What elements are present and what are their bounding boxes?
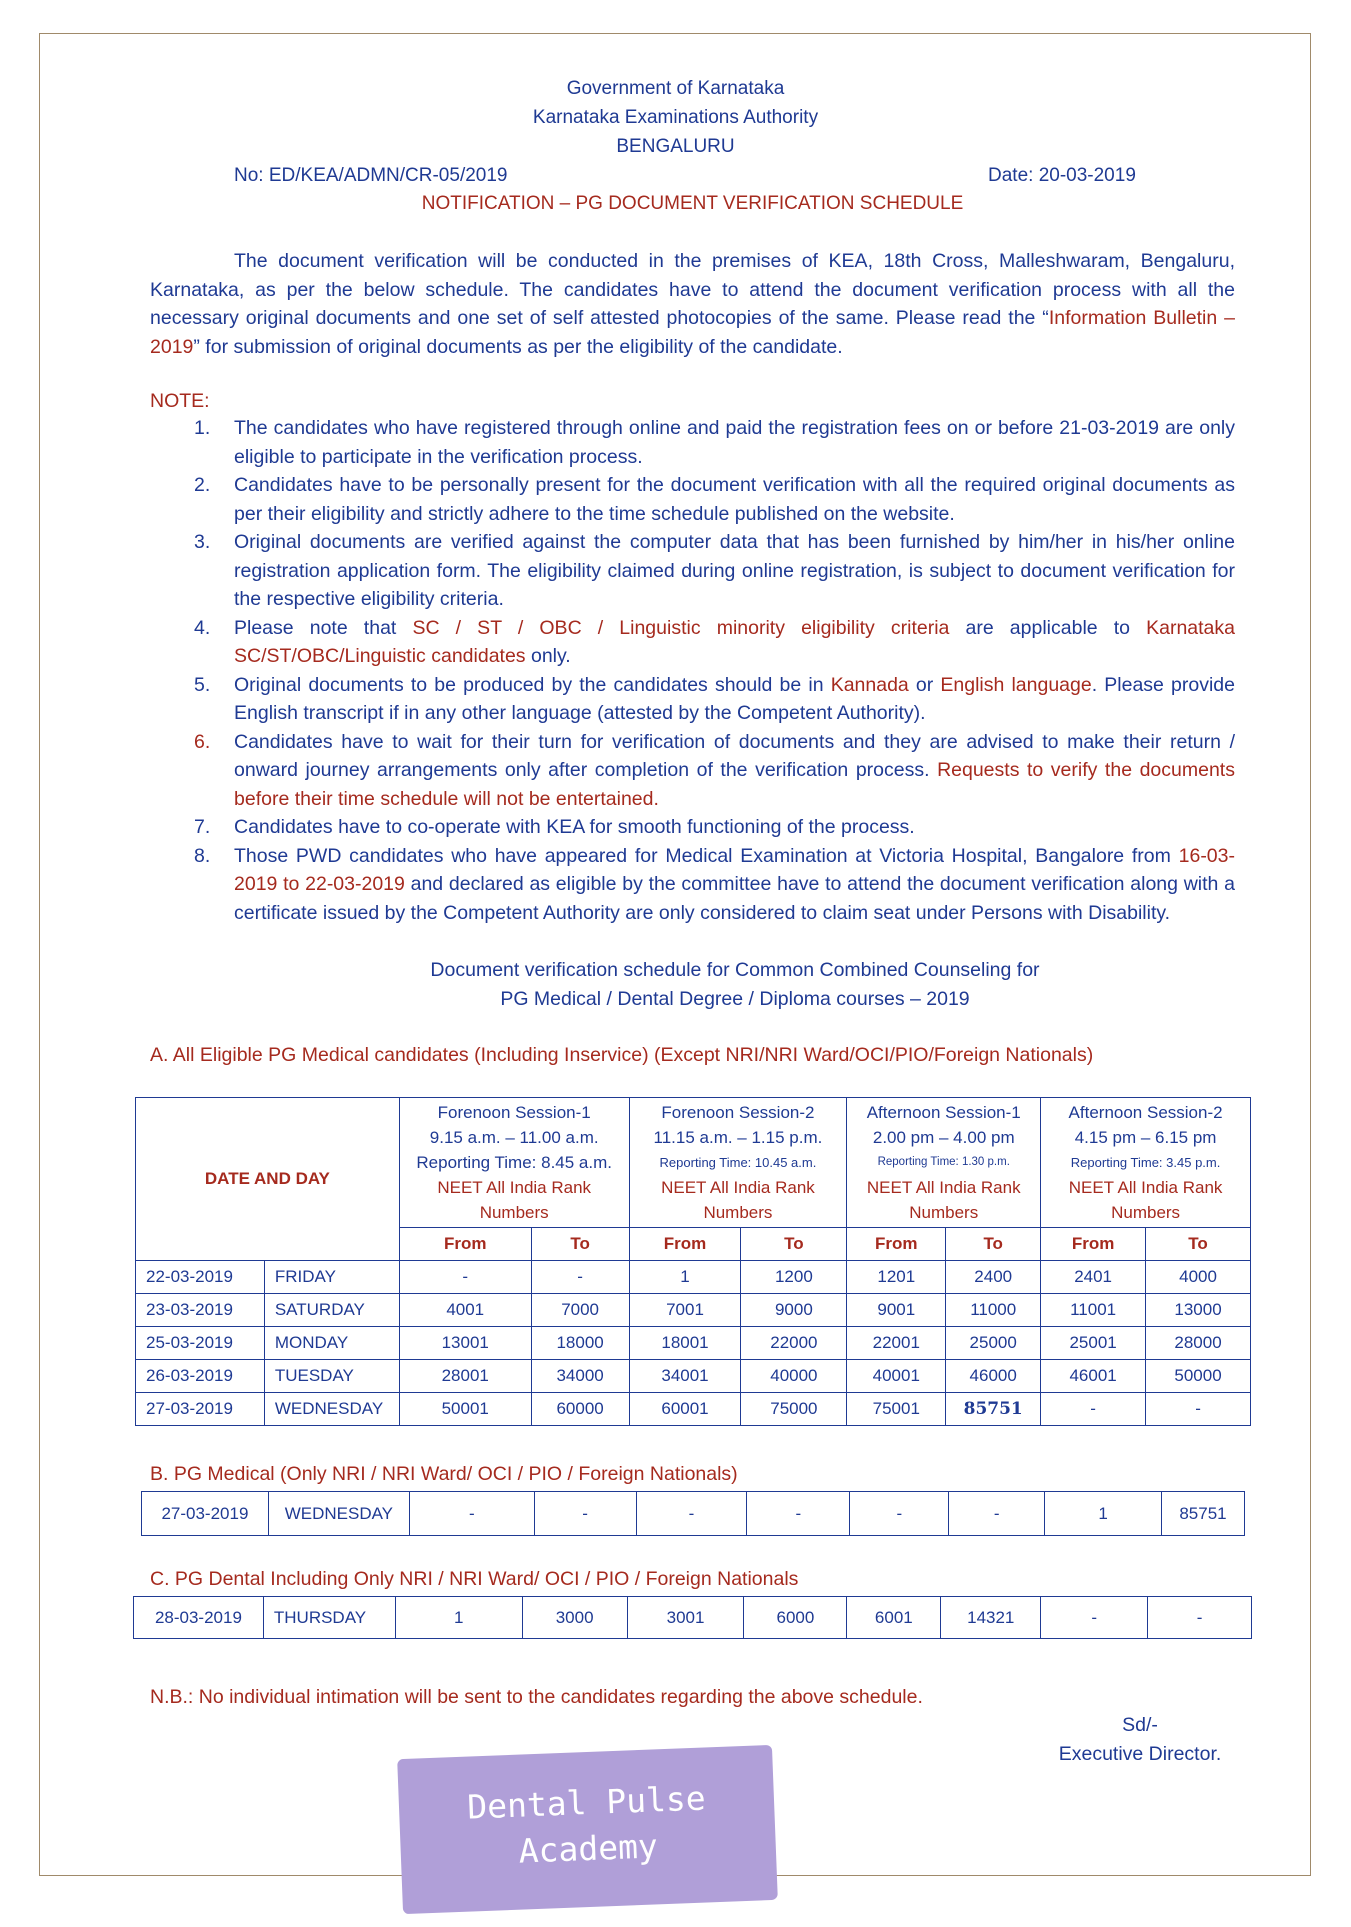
rank-cell: 1201 — [847, 1261, 946, 1294]
from-header: From — [629, 1228, 741, 1261]
watermark-line-2: Academy — [517, 1826, 659, 1871]
note-highlight: Requests to verify the documents before their time schedule will not be entertained. — [234, 759, 1235, 810]
rank-cell: 6001 — [847, 1597, 941, 1639]
session-name: Forenoon Session-2 — [661, 1103, 815, 1122]
watermark-sticker — [397, 1745, 778, 1914]
session-rank-label: NEET All India Rank — [866, 1178, 1021, 1197]
table-row — [136, 1393, 1251, 1426]
note-highlight: English language — [940, 673, 1092, 696]
rank-cell: 18001 — [629, 1327, 741, 1360]
note-text: only. — [525, 645, 571, 667]
rank-cell: 50000 — [1146, 1360, 1251, 1393]
note-highlight: SC / ST / OBC / Linguistic minority eligibility criteria — [412, 616, 950, 639]
note-text: The candidates who have registered through online and paid the registration fees on or before 21-03-2019 are only eligible to participate in the verification process. — [234, 417, 1235, 468]
note-text: Candidates have to be personally present for the document verification with all the required original documents as per their eligibility and strictly adhere to the time schedule published on the website. — [234, 474, 1235, 525]
note-number: 2. — [194, 474, 211, 496]
note-number: 7. — [194, 816, 211, 838]
from-header: From — [847, 1228, 946, 1261]
session-rank-label: NEET All India Rank — [661, 1178, 815, 1197]
note-number: 1. — [194, 417, 211, 439]
note-number: 4. — [194, 616, 211, 639]
note-text: Please note that — [234, 616, 413, 639]
rank-cell: 2401 — [1041, 1261, 1146, 1294]
session-header-afternoon-2 — [1041, 1098, 1251, 1228]
rank-cell: 13001 — [399, 1327, 531, 1360]
schedule-title-line-1: Document verification schedule for Common Combined Counseling for — [430, 959, 1040, 981]
rank-cell: 25000 — [946, 1327, 1041, 1360]
note-item — [150, 728, 1235, 814]
day-cell: TUESDAY — [264, 1360, 399, 1393]
day-cell: THURSDAY — [263, 1597, 395, 1639]
rank-cell: 14321 — [941, 1597, 1041, 1639]
note-heading: NOTE: — [150, 390, 210, 412]
rank-cell: 1 — [629, 1261, 741, 1294]
rank-cell: 40001 — [847, 1360, 946, 1393]
nb-note: N.B.: No individual intimation will be sent to the candidates regarding the above schedule. — [150, 1686, 923, 1708]
session-reporting-time: Reporting Time: 1.30 p.m. — [877, 1156, 1010, 1168]
rank-cell: 22000 — [741, 1327, 847, 1360]
rank-cell: 28000 — [1146, 1327, 1251, 1360]
note-item — [150, 614, 1235, 671]
note-item — [150, 414, 1235, 471]
day-cell: MONDAY — [264, 1327, 399, 1360]
note-number: 8. — [194, 844, 211, 867]
table-row — [136, 1261, 1251, 1294]
note-text: and declared as eligible by the committee have to attend the document verification along with a certificate issued by the Competent Authority are only considered to claim seat under Persons with Disability. — [234, 873, 1235, 924]
rank-cell: - — [1041, 1597, 1148, 1639]
from-header: From — [399, 1228, 531, 1261]
table-row — [136, 1294, 1251, 1327]
date-cell: 23-03-2019 — [136, 1294, 265, 1327]
table-row — [136, 1327, 1251, 1360]
session-name: Afternoon Session-2 — [1068, 1103, 1223, 1122]
table-row — [134, 1597, 1252, 1639]
information-bulletin-reference: Information Bulletin – 2019 — [150, 307, 1235, 358]
rank-cell: 4000 — [1146, 1261, 1251, 1294]
reference-number: No: ED/KEA/ADMN/CR-05/2019 — [234, 165, 508, 186]
rank-cell: 34001 — [629, 1360, 741, 1393]
notification-date: Date: 20-03-2019 — [988, 165, 1136, 186]
rank-cell: - — [636, 1492, 747, 1536]
rank-cell: 7001 — [629, 1294, 741, 1327]
schedule-title-line-2: PG Medical / Dental Degree / Diploma courses – 2019 — [500, 988, 970, 1010]
rank-cell: 2400 — [946, 1261, 1041, 1294]
date-and-day-header: DATE AND DAY — [136, 1098, 400, 1261]
session-rank-label: NEET All India Rank — [437, 1178, 592, 1197]
note-item — [150, 842, 1235, 928]
rank-cell: - — [1146, 1393, 1251, 1426]
day-cell: WEDNESDAY — [268, 1492, 409, 1536]
note-number: 3. — [194, 531, 211, 553]
session-reporting-time: Reporting Time: 10.45 a.m. — [659, 1155, 817, 1170]
rank-cell: 1 — [1045, 1492, 1162, 1536]
rank-cell: 85751 — [946, 1393, 1041, 1426]
rank-cell: 1 — [395, 1597, 522, 1639]
note-highlight: Kannada — [830, 673, 909, 696]
session-rank-label: Numbers — [479, 1203, 549, 1222]
day-cell: FRIDAY — [264, 1261, 399, 1294]
rank-cell: 40000 — [741, 1360, 847, 1393]
session-rank-label: NEET All India Rank — [1068, 1178, 1223, 1197]
day-cell: SATURDAY — [264, 1294, 399, 1327]
date-cell: 28-03-2019 — [134, 1597, 264, 1639]
rank-cell: 25001 — [1041, 1327, 1146, 1360]
session-reporting-time: Reporting Time: 8.45 a.m. — [416, 1153, 612, 1172]
session-time: 11.15 a.m. – 1.15 p.m. — [653, 1128, 823, 1147]
rank-cell: 11000 — [946, 1294, 1041, 1327]
rank-cell: - — [399, 1261, 531, 1294]
note-highlight: Karnataka SC/ST/OBC/Linguistic candidates — [234, 616, 1236, 667]
signatory-title: Executive Director. — [1058, 1743, 1222, 1765]
rank-cell: 75001 — [847, 1393, 946, 1426]
intro-text-1: The document verification will be conducted in the premises of KEA, 18th Cross, Malleshwaram, Bengaluru, Karnataka, as per the below schedule. The candidates have to attend the document verification process with all the necessary original documents and one set of self attested photocopies of the same. Please read the “ — [150, 250, 1235, 329]
note-text: Those PWD candidates who have appeared for Medical Examination at Victoria Hospital, Bangalore from — [234, 844, 1179, 867]
note-text: or — [908, 673, 941, 696]
date-cell: 27-03-2019 — [142, 1492, 269, 1536]
rank-cell: - — [1148, 1597, 1252, 1639]
date-cell: 26-03-2019 — [136, 1360, 265, 1393]
rank-cell: 60000 — [531, 1393, 629, 1426]
rank-cell: - — [534, 1492, 636, 1536]
rank-cell: 75000 — [741, 1393, 847, 1426]
rank-cell: 3001 — [627, 1597, 744, 1639]
rank-cell: 46001 — [1041, 1360, 1146, 1393]
rank-cell: - — [409, 1492, 534, 1536]
rank-cell: 1200 — [741, 1261, 847, 1294]
session-reporting-time: Reporting Time: 3.45 p.m. — [1070, 1155, 1221, 1170]
session-header-afternoon-1 — [847, 1098, 1041, 1228]
section-c-title: C. PG Dental Including Only NRI / NRI Ward/ OCI / PIO / Foreign Nationals — [150, 1568, 799, 1590]
note-list — [150, 414, 1235, 927]
note-text: Original documents to be produced by the candidates should be in — [234, 673, 831, 696]
to-header: To — [946, 1228, 1041, 1261]
rank-cell: 9000 — [741, 1294, 847, 1327]
note-item — [150, 813, 1235, 842]
rank-cell: 50001 — [399, 1393, 531, 1426]
to-header: To — [1146, 1228, 1251, 1261]
date-cell: 27-03-2019 — [136, 1393, 265, 1426]
session-name: Afternoon Session-1 — [866, 1103, 1021, 1122]
section-a-schedule-table — [135, 1097, 1251, 1426]
rank-cell: 9001 — [847, 1294, 946, 1327]
rank-cell: - — [850, 1492, 949, 1536]
rank-cell: 18000 — [531, 1327, 629, 1360]
note-text: . Please provide English transcript if in any other language (attested by the Competent Authority). — [234, 673, 1235, 724]
date-cell: 25-03-2019 — [136, 1327, 265, 1360]
note-text: Original documents are verified against the computer data that has been furnished by him/her in his/her online registration application form. The eligibility claimed during online registration, is subject to document verification for the respective eligibility criteria. — [234, 531, 1235, 610]
rank-cell: 34000 — [531, 1360, 629, 1393]
table-row — [136, 1360, 1251, 1393]
rank-cell: 4001 — [399, 1294, 531, 1327]
rank-cell: - — [747, 1492, 850, 1536]
session-rank-label: Numbers — [1111, 1203, 1181, 1222]
from-header: From — [1041, 1228, 1146, 1261]
note-text: Candidates have to wait for their turn for verification of documents and they are advised to make their return / onward journey arrangements only after completion of the verification process. — [234, 730, 1235, 781]
rank-cell: 6000 — [744, 1597, 847, 1639]
rank-cell: - — [949, 1492, 1045, 1536]
note-item — [150, 471, 1235, 528]
section-a-title: A. All Eligible PG Medical candidates (Including Inservice) (Except NRI/NRI Ward/OCI/PIO/Foreign Nationals) — [150, 1044, 1094, 1066]
session-header-forenoon-1 — [399, 1098, 629, 1228]
session-time: 4.15 pm – 6.15 pm — [1074, 1128, 1217, 1147]
rank-cell: 13000 — [1146, 1294, 1251, 1327]
rank-cell: - — [1041, 1393, 1146, 1426]
session-rank-label: Numbers — [703, 1203, 773, 1222]
note-item — [150, 671, 1235, 728]
date-cell: 22-03-2019 — [136, 1261, 265, 1294]
rank-cell: 11001 — [1041, 1294, 1146, 1327]
note-highlight: 16-03-2019 to 22-03-2019 — [234, 844, 1235, 895]
header-line-city: BENGALURU — [616, 136, 735, 157]
section-b-schedule-table — [141, 1491, 1245, 1536]
table-row — [142, 1492, 1245, 1536]
note-item — [150, 528, 1235, 614]
rank-cell: 22001 — [847, 1327, 946, 1360]
to-header: To — [531, 1228, 629, 1261]
section-b-title: B. PG Medical (Only NRI / NRI Ward/ OCI / PIO / Foreign Nationals) — [150, 1463, 738, 1485]
header-line-government: Government of Karnataka — [566, 78, 785, 99]
to-header: To — [741, 1228, 847, 1261]
intro-text-2: ” for submission of original documents as per the eligibility of the candidate. — [193, 335, 843, 358]
session-rank-label: Numbers — [909, 1203, 979, 1222]
watermark-line-1: Dental Pulse — [466, 1778, 707, 1827]
notification-title: NOTIFICATION – PG DOCUMENT VERIFICATION SCHEDULE — [421, 193, 964, 214]
session-time: 2.00 pm – 4.00 pm — [872, 1128, 1015, 1147]
header-line-authority: Karnataka Examinations Authority — [532, 107, 819, 128]
note-number: 5. — [194, 673, 211, 696]
rank-cell: 28001 — [399, 1360, 531, 1393]
session-time: 9.15 a.m. – 11.00 a.m. — [429, 1128, 599, 1147]
session-header-forenoon-2 — [629, 1098, 847, 1228]
section-c-schedule-table — [133, 1596, 1252, 1639]
rank-cell: - — [531, 1261, 629, 1294]
signature-sd: Sd/- — [1122, 1714, 1158, 1736]
rank-cell: 46000 — [946, 1360, 1041, 1393]
day-cell: WEDNESDAY — [264, 1393, 399, 1426]
rank-cell: 60001 — [629, 1393, 741, 1426]
rank-cell: 85751 — [1161, 1492, 1244, 1536]
note-number: 6. — [194, 730, 211, 753]
intro-paragraph — [150, 247, 1235, 361]
note-text: Candidates have to co-operate with KEA for smooth functioning of the process. — [234, 816, 915, 838]
note-text: are applicable to — [949, 616, 1147, 639]
rank-cell: 3000 — [522, 1597, 627, 1639]
rank-cell: 7000 — [531, 1294, 629, 1327]
session-name: Forenoon Session-1 — [437, 1103, 591, 1122]
